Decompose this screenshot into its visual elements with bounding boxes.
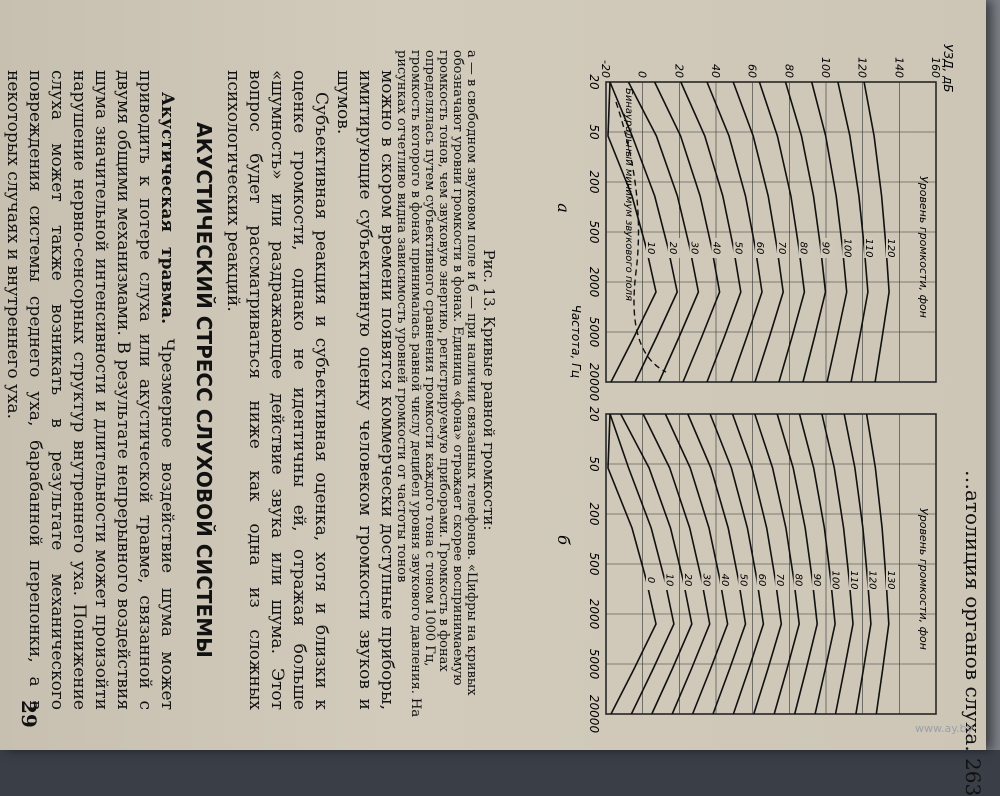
chart-a <box>546 40 956 402</box>
x-tick-label: 50 <box>587 456 601 472</box>
running-head: …атолиция органов слуха. 263 <box>961 470 985 796</box>
legend-title: Уровень громкости, фон <box>917 508 930 650</box>
y-tick-label: 120 <box>855 57 869 78</box>
figure-13 <box>394 40 956 740</box>
x-tick-label: 5000 <box>587 316 601 348</box>
phon-label: 70 <box>774 573 786 587</box>
phon-label: 50 <box>732 241 744 255</box>
legend-title: Уровень громкости, фон <box>917 176 930 318</box>
x-tick-label: 20 <box>587 406 601 422</box>
phon-label: 120 <box>866 570 878 590</box>
x-tick-label: 500 <box>587 552 601 576</box>
watermark: www.ay.by <box>915 722 974 735</box>
phon-label: 40 <box>718 573 730 587</box>
y-tick-label: 20 <box>672 64 686 78</box>
chart-a-svg <box>546 40 956 402</box>
paragraph-4-lead <box>0 92 1 535</box>
x-tick-label: 2000 <box>587 598 601 630</box>
y-tick-label: 40 <box>709 64 722 78</box>
x-tick-label: 50 <box>587 124 601 140</box>
phon-label: 0 <box>645 576 656 584</box>
y-tick-label: 0 <box>635 71 649 78</box>
phon-label: 130 <box>885 570 896 590</box>
phon-label: 100 <box>829 570 841 590</box>
x-tick-label: 20000 <box>587 694 601 734</box>
page-number: 29 <box>17 700 41 728</box>
threshold-label: Бинауральный минимум звукового поля <box>623 88 634 301</box>
phon-label: 30 <box>688 241 700 255</box>
x-tick-label: 200 <box>587 502 601 526</box>
phon-label: 120 <box>885 238 896 258</box>
x-tick-label: 20 <box>587 74 601 90</box>
phon-label: 90 <box>811 573 823 587</box>
phon-label: 50 <box>737 573 749 587</box>
phon-label: 60 <box>755 573 767 587</box>
x-tick-label: 5000 <box>587 648 601 680</box>
paragraph-3-lead: Акустическая травма. <box>157 92 177 324</box>
y-tick-label: -20 <box>599 60 612 78</box>
x-tick-label: 500 <box>587 220 601 244</box>
y-tick-label: 60 <box>745 64 759 78</box>
paragraph-1: можно в скором времени появятся коммерчески доступные приборы, имитирующие субъективную оценку человеком громкости звуков и шумов. <box>333 70 397 710</box>
phon-label: 90 <box>819 241 831 255</box>
phon-label: 10 <box>645 241 656 255</box>
paragraph-3-text: Чрезмерное воздействие шума может приводить к потере слуха или акустической травме, связанной с двумя общими механизмами. В результате непрерывного воздействия шума значительной интенсивности и длительности может произойти нарушение нервно-сенсорных структур внутреннего уха. Понижение слуха может также возникать в результате механического повреждения системы среднего уха, барабанной перепонки, а в некоторых случаях и внутреннего уха. <box>3 70 177 710</box>
phon-label: 110 <box>848 570 860 590</box>
paragraph-3 <box>2 70 178 710</box>
phon-label: 20 <box>681 573 693 587</box>
paragraph-4 <box>0 70 2 710</box>
body-block-2 <box>0 70 178 710</box>
x-axis-label: Частота, Гц <box>569 304 583 378</box>
body-block-1 <box>222 70 398 710</box>
phon-label: 110 <box>863 238 875 258</box>
phon-label: 100 <box>841 238 853 258</box>
caption-title: Рис. 13. Кривые равной громкости: <box>480 249 498 531</box>
section-heading: АКУСТИЧЕСКИЙ СТРЕСС СЛУХОВОЙ СИСТЕМЫ <box>192 122 216 658</box>
x-tick-label: 2000 <box>587 266 601 298</box>
phon-label: 60 <box>754 241 766 255</box>
paragraph-2: Субъективная реакция и субъективная оценка, хотя и близки к оценке громкости, однако не идентичны ей, отражая больше «шумность» или раздражающее действие звука или шума. Этот вопрос будет рассматриваться ниже как одна из сложных психологических реакций. <box>223 70 331 710</box>
phon-label: 80 <box>792 573 804 587</box>
y-tick-label: 100 <box>819 57 832 78</box>
panel-label: б <box>554 535 573 545</box>
y-axis-label: УЗД, дБ <box>941 44 955 93</box>
figure-caption <box>394 50 496 730</box>
phon-label: 70 <box>775 241 787 255</box>
phon-label: 30 <box>700 573 712 587</box>
chart-b-svg <box>546 400 956 740</box>
x-tick-label: 20000 <box>587 362 601 402</box>
y-tick-label: 80 <box>782 64 796 78</box>
y-tick-label: 160 <box>929 57 942 78</box>
x-tick-label: 200 <box>587 170 601 194</box>
caption-text: а — в свободном звуковом поле и б — при наличии связанных телефонов. «Цифры на кривых обозначают уровни громкости в фонах. Единица «фона» отражает скорее воспринимаемую громкость тонов, чем звуковую энергию, регистрируемую приборами. Громкость в фонах определялась путем субъективного сравнения громкости каждого тона с тоном 1000 Гц, громкость которого в фонах принималась равной числу децибел уровня звукового давления. На рисунках отчетливо видна зависимость уровней громкости от частоты тонов <box>394 50 479 718</box>
phon-label: 20 <box>666 241 678 255</box>
phon-label: 10 <box>663 573 675 587</box>
phon-label: 40 <box>710 241 722 255</box>
panel-label: а <box>554 203 573 213</box>
chart-b <box>546 400 956 740</box>
phon-label: 80 <box>797 241 809 255</box>
y-tick-label: 140 <box>892 57 906 78</box>
